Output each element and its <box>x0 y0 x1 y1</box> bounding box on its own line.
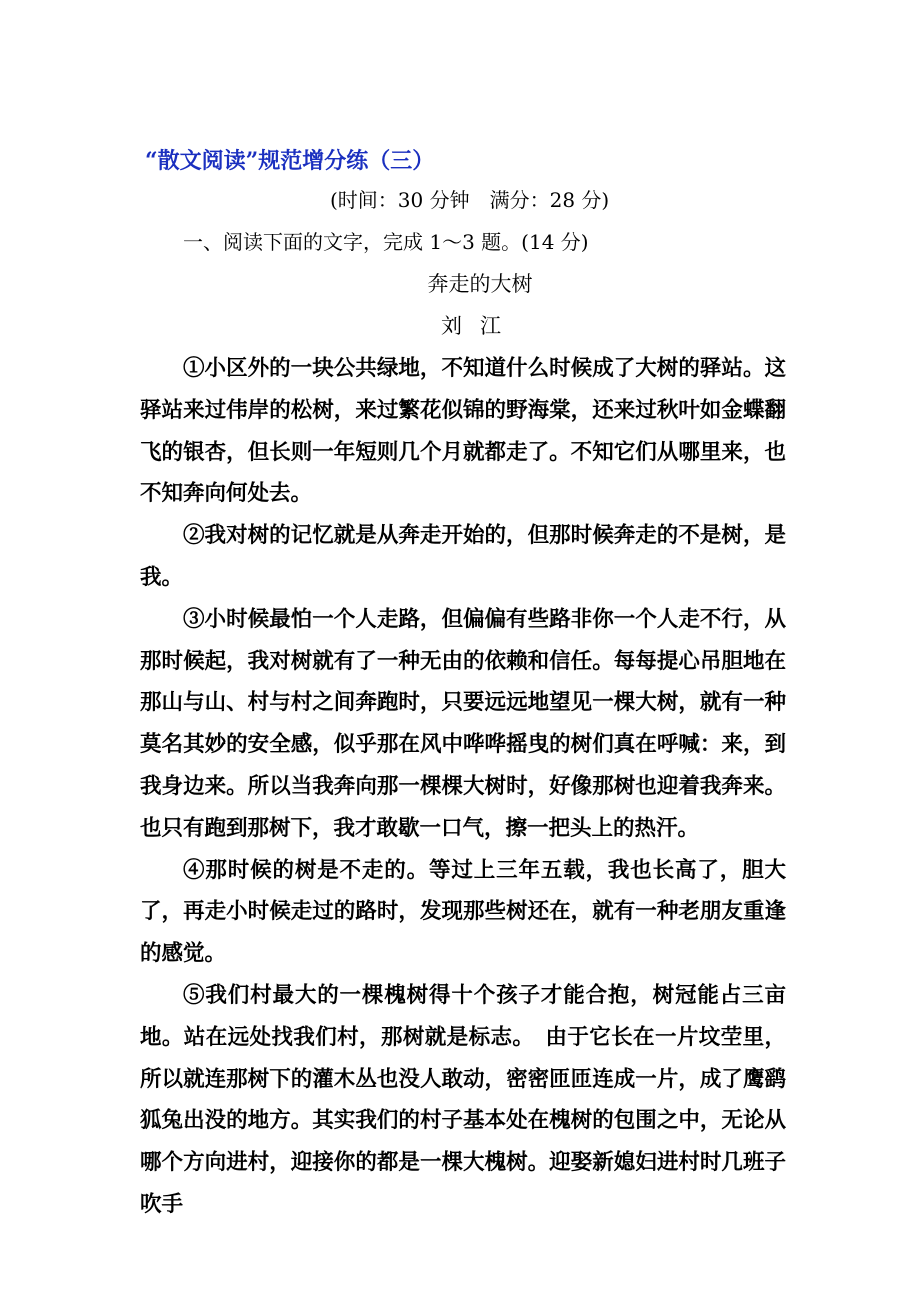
paragraph-4: ④那时候的树是不走的。等过上三年五载，我也长高了，胆大了，再走小时候走过的路时，发现那些树还在，就有一种老朋友重逢的感觉。 <box>140 857 786 967</box>
paragraph-2: ②我对树的记忆就是从奔走开始的，但那时候奔走的不是树，是我。 <box>140 523 786 590</box>
article-title: 奔走的大树 <box>427 272 533 296</box>
paragraph-3: ③小时候最怕一个人走路，但偏偏有些路非你一个人走不行，从那时候起，我对树就有了一种无由的依赖和信任。每每提心吊胆地在那山与山、村与村之间奔跑时，只要远远地望见一棵大树，就有一种莫名其妙的安全感，似乎那在风中哗哗摇曳的树们真在呼喊：来，到我身边来。所以当我奔向那一棵棵大树时，好像那树也迎着我奔来。也只有跑到那树下，我才敢歇一口气，擦一把头上的热汗。 <box>140 606 786 841</box>
paragraph-5: ⑤我们村最大的一棵槐树得十个孩子才能合抱，树冠能占三亩地。站在远处找我们村，那树就是标志。 由于它长在一片坟茔里，所以就连那树下的灌木丛也没人敢动，密密匝匝连成一片，成了鹰鹞狐兔出没的地方。其实我们的村子基本处在槐树的包围之中，无论从哪个方向进村，迎接你的都是一棵大槐树。迎娶新媳妇进村时几班子吹手 <box>140 982 786 1217</box>
article-author: 刘江 <box>441 314 519 338</box>
section-heading: 一、阅读下面的文字，完成 1～3 题。(14 分) <box>183 230 589 254</box>
document-title: “散文阅读”规范增分练（三） <box>145 148 435 174</box>
article-body <box>140 348 786 1226</box>
exam-meta: (时间：30 分钟 满分：28 分) <box>330 188 610 212</box>
paragraph-1: ①小区外的一块公共绿地，不知道什么时候成了大树的驿站。这驿站来过伟岸的松树，来过繁花似锦的野海棠，还来过秋叶如金蝶翻飞的银杏，但长则一年短则几个月就都走了。不知它们从哪里来，也不知奔向何处去。 <box>140 356 786 507</box>
